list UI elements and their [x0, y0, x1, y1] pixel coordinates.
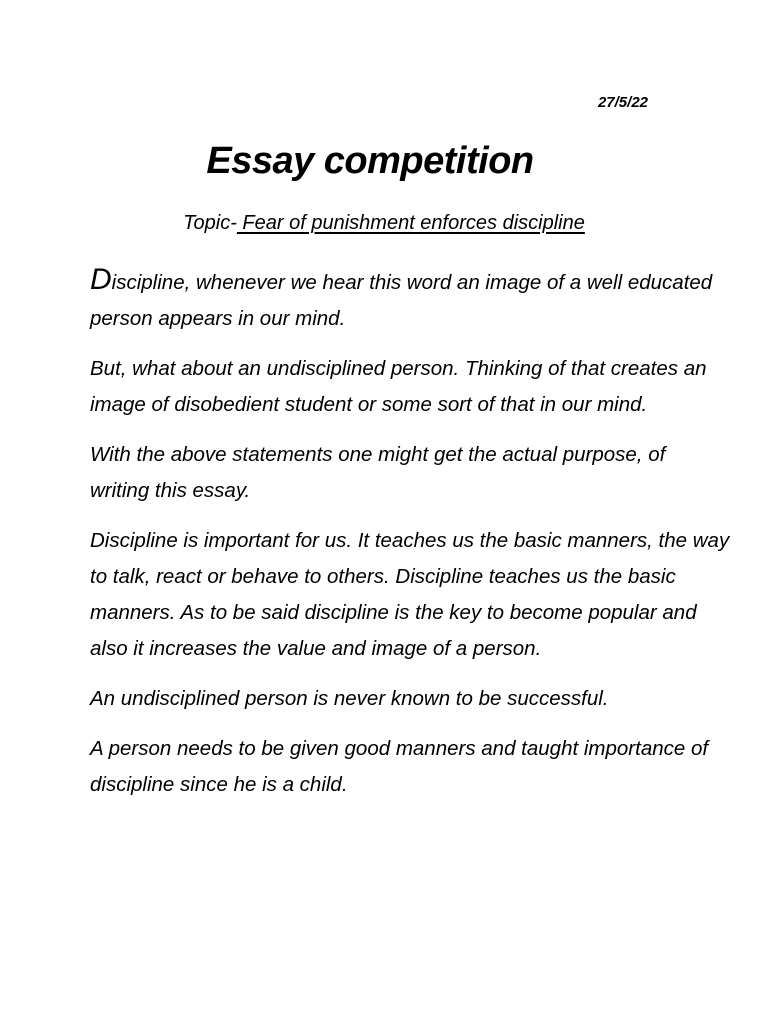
- paragraph-text: iscipline, whenever we hear this word an image of a well educated person appears in our mind.: [90, 271, 713, 330]
- drop-cap-letter: D: [90, 263, 112, 296]
- topic-prefix: Topic-: [183, 212, 237, 234]
- paragraph: [90, 262, 730, 337]
- topic-line: [0, 212, 768, 235]
- paragraph: Discipline is important for us. It teaches us the basic manners, the way to talk, react or behave to others. Discipline teaches us the basic manners. As to be said discipline is the key to become popular and also it increases the value and image of a person.: [90, 529, 730, 660]
- date-label: 27/5/22: [597, 94, 648, 111]
- paragraph: With the above statements one might get the actual purpose, of writing this essay.: [90, 443, 666, 502]
- essay-body: [90, 262, 730, 817]
- paragraph: But, what about an undisciplined person. Thinking of that creates an image of disobedient student or some sort of that in our mind.: [90, 357, 707, 416]
- paragraph: An undisciplined person is never known to be successful.: [90, 687, 609, 710]
- essay-title: Essay competition: [206, 140, 534, 182]
- topic-text: Fear of punishment enforces discipline: [236, 212, 585, 234]
- paragraph: A person needs to be given good manners and taught importance of discipline since he is a child.: [90, 737, 709, 796]
